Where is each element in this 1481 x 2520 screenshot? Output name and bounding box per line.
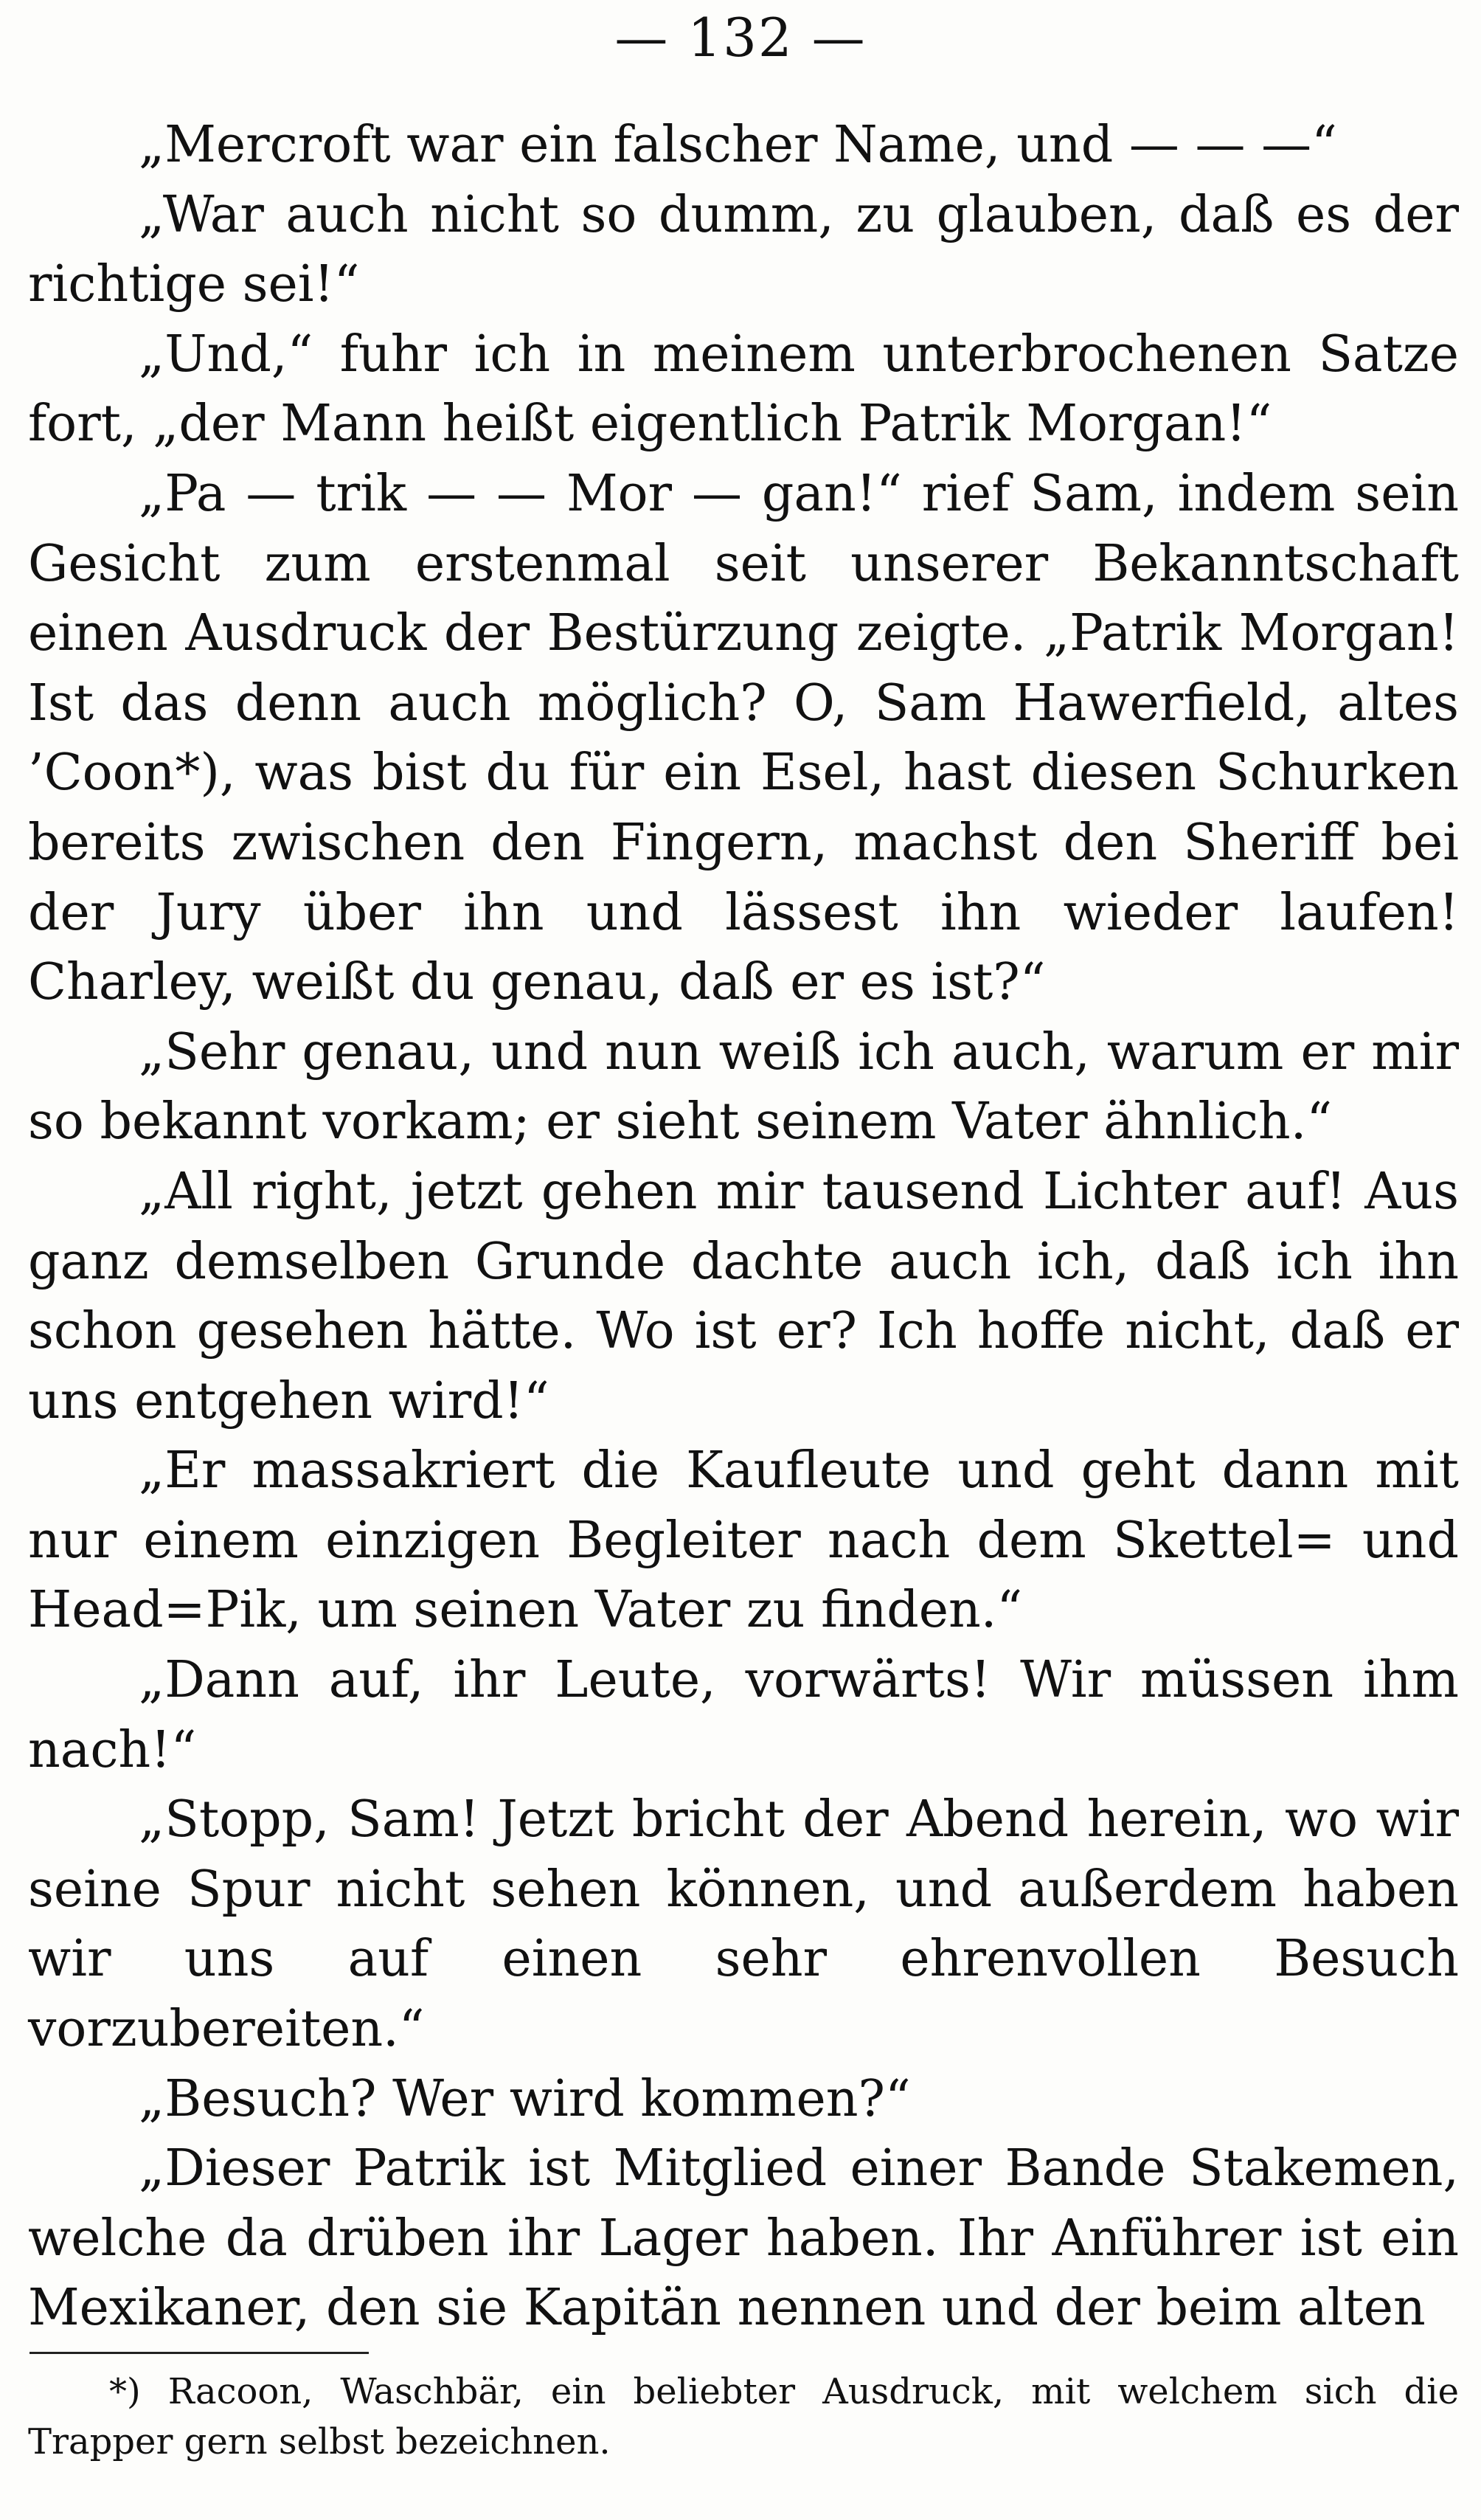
paragraph: „Pa — trik — — Mor — gan!“ rief Sam, indem sein Gesicht zum erstenmal seit unserer Bekanntschaft einen Ausdruck der Bestürzung zeigte. „Patrik Morgan! Ist das denn auch möglich? O, Sam Hawerfield, altes ’Coon*), was bist du für ein Esel, hast diesen Schurken bereits zwischen den Fingern, machst den Sheriff bei der Jury über ihn und lässest ihn wieder laufen! Charley, weißt du genau, daß er es ist?“: [28, 464, 1459, 1012]
paragraph: „Sehr genau, und nun weiß ich auch, warum er mir so bekannt vorkam; er sieht seinem Vater ähnlich.“: [28, 1022, 1459, 1152]
paragraph: „All right, jetzt gehen mir tausend Lichter auf! Aus ganz demselben Grunde dachte auch ich, daß ich ihn schon gesehen hätte. Wo ist er? Ich hoffe nicht, daß er uns entgehen wird!“: [28, 1162, 1459, 1430]
paragraph: „War auch nicht so dumm, zu glauben, daß es der richtige sei!“: [28, 185, 1459, 314]
body-text: [28, 111, 1459, 2344]
footnote: [28, 2367, 1459, 2467]
paragraph: „Besuch? Wer wird kommen?“: [139, 2069, 911, 2128]
footnote-text: *) Racoon, Waschbär, ein beliebter Ausdruck, mit welchem sich die Trapper gern selbst bezeichnen.: [28, 2371, 1459, 2462]
paragraph: „Dieser Patrik ist Mitglied einer Bande Stakemen, welche da drüben ihr Lager haben. Ihr Anführer ist ein Mexikaner, den sie Kapitän nennen und der beim alten: [28, 2139, 1459, 2338]
paragraph: „Und,“ fuhr ich in meinem unterbrochenen Satze fort, „der Mann heißt eigentlich Patrik Morgan!“: [28, 325, 1459, 454]
paragraph: „Mercroft war ein falscher Name, und — — —“: [139, 116, 1337, 174]
paragraph: „Stopp, Sam! Jetzt bricht der Abend herein, wo wir seine Spur nicht sehen können, und außerdem haben wir uns auf einen sehr ehrenvollen Besuch vorzubereiten.“: [28, 1790, 1459, 2059]
paragraph: „Er massakriert die Kaufleute und geht dann mit nur einem einzigen Begleiter nach dem Skettel= und Head=Pik, um seinen Vater zu finden.“: [28, 1441, 1459, 1640]
page-number: — 132 —: [614, 7, 867, 69]
footnote-divider: [30, 2352, 369, 2354]
paragraph: „Dann auf, ihr Leute, vorwärts! Wir müssen ihm nach!“: [28, 1651, 1459, 1779]
